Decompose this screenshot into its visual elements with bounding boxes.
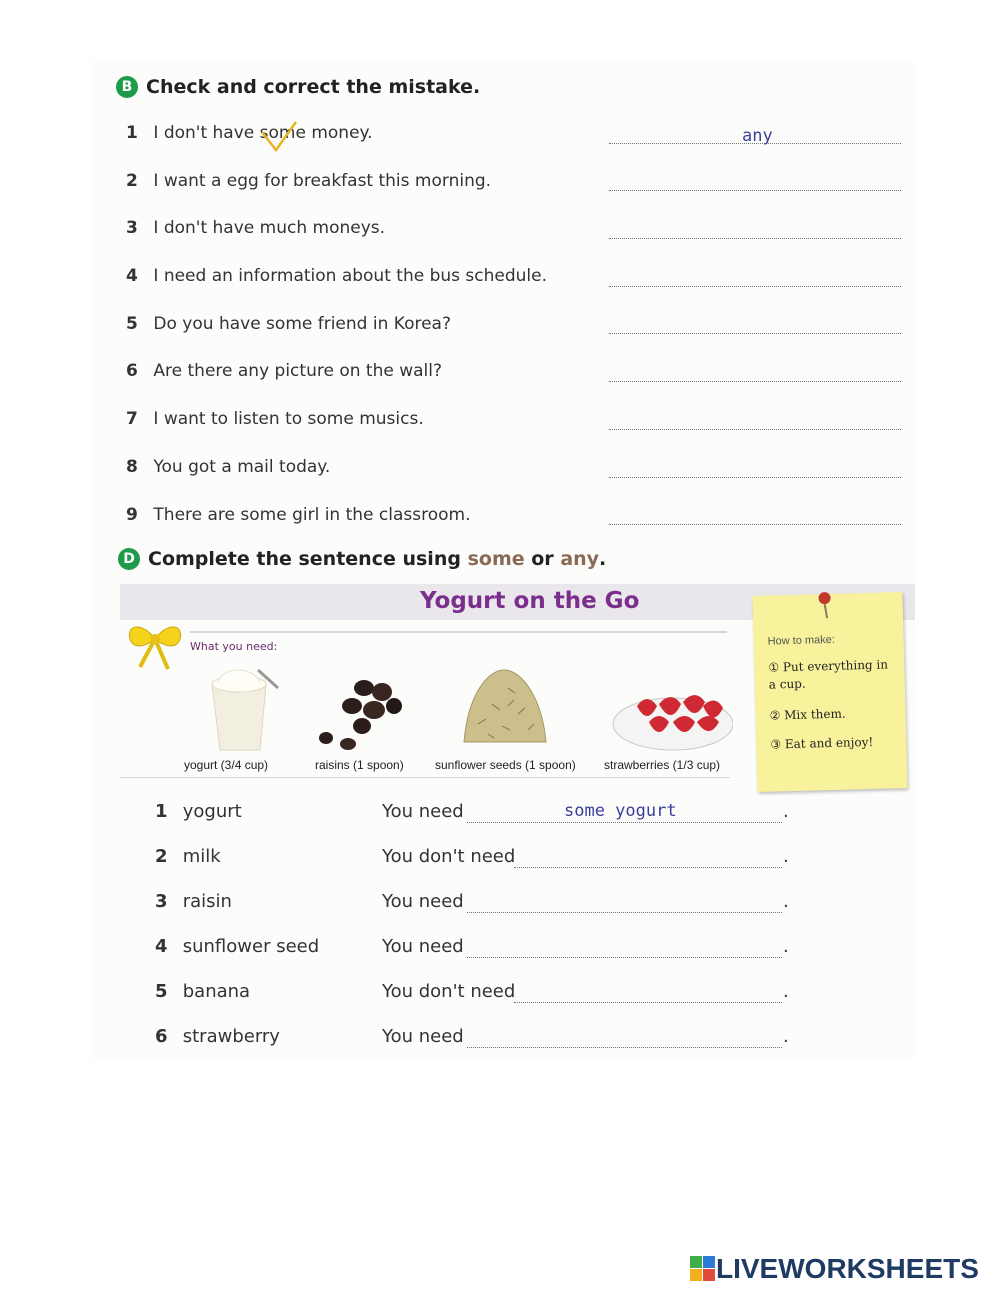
liveworksheets-logo[interactable] [690,1253,979,1285]
how-step-3: ③ Eat and enjoy! [770,734,874,752]
b-item-4: 4 I need an information about the bus schedule. [126,266,547,286]
divider [120,777,730,778]
how-to-make-title: How to make: [767,633,836,648]
b-answer-7[interactable] [609,429,901,430]
logo-text: LIVEWORKSHEETS [716,1253,979,1284]
divider [190,631,727,633]
d-answer-5[interactable] [514,1002,782,1003]
raisins-image [314,668,409,753]
d-item-3: 3 raisin [155,891,232,912]
b-answer-9[interactable] [609,524,901,525]
b-item-7: 7 I want to listen to some musics. [126,409,424,429]
ribbon-bow-icon [122,617,188,671]
b-answer-3[interactable] [609,238,901,239]
recipe-title: Yogurt on the Go [420,588,640,614]
d-item-6: 6 strawberry [155,1026,280,1047]
what-you-need-label: What you need: [190,640,278,653]
d-item-2: 2 milk [155,846,221,867]
b-item-6: 6 Are there any picture on the wall? [126,361,442,381]
b-item-8: 8 You got a mail today. [126,457,331,477]
b-item-5: 5 Do you have some friend in Korea? [126,314,451,334]
food-caption-raisins: raisins (1 spoon) [315,758,404,772]
d-stem-1: You need [382,801,464,822]
b-answer-2[interactable] [609,190,901,191]
b-item-2: 2 I want a egg for breakfast this morning. [126,171,492,191]
how-step-1: ① Put everything in a cup. [768,657,889,692]
yogurt-image [204,664,284,754]
section-d-heading: D Complete the sentence using some or any . [118,548,606,570]
d-stem-4: You need [382,936,464,957]
b-item-3: 3 I don't have much moneys. [126,218,386,238]
d-answer-6[interactable] [467,1047,782,1048]
d-item-4: 4 sunflower seed [155,936,320,957]
food-caption-strawberries: strawberries (1/3 cup) [604,758,721,772]
d-answer-2[interactable] [514,867,782,868]
d-answer-4[interactable] [467,957,782,958]
period: . [783,891,789,912]
pushpin-icon [814,590,835,621]
strawberries-image [607,676,733,754]
b-answer-1-text: any [742,126,773,146]
how-to-make-note [752,592,907,792]
section-b-badge: B [116,76,138,98]
d-stem-6: You need [382,1026,464,1047]
liveworksheets-logo-icon [690,1256,716,1282]
b-answer-5[interactable] [609,333,901,334]
section-b-heading [116,76,480,98]
d-answer-1[interactable] [467,822,782,823]
how-step-2: ② Mix them. [769,706,846,723]
food-caption-sunflower: sunflower seeds (1 spoon) [435,758,576,772]
period: . [783,936,789,957]
b-item-1: 1 I don't have some money. [126,123,373,143]
d-answer-3[interactable] [467,912,782,913]
b-answer-6[interactable] [609,381,901,382]
d-stem-5: You don't need [382,981,516,1002]
period: . [783,801,789,822]
d-stem-2: You don't need [382,846,516,867]
d-stem-3: You need [382,891,464,912]
period: . [783,981,789,1002]
period: . [783,1026,789,1047]
b-item-9: 9 There are some girl in the classroom. [126,505,471,525]
food-caption-yogurt: yogurt (3/4 cup) [184,758,269,772]
b-answer-4[interactable] [609,286,901,287]
sunflower-seeds-image [458,664,550,754]
check-mark-icon [258,118,300,154]
d-item-5: 5 banana [155,981,251,1002]
b-answer-8[interactable] [609,477,901,478]
section-d-badge: D [118,548,140,570]
d-answer-1-text: some yogurt [564,801,677,821]
section-b-title: Check and correct the mistake. [146,76,481,98]
d-item-1: 1 yogurt [155,801,242,822]
period: . [783,846,789,867]
